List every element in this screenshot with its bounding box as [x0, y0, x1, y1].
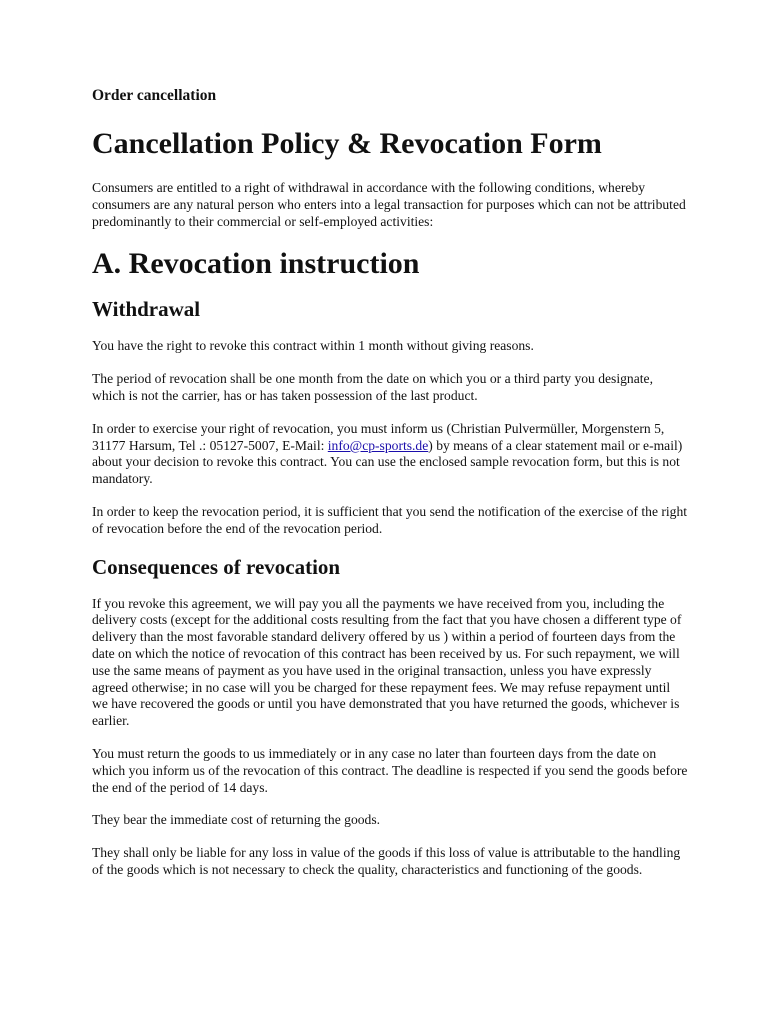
email-link[interactable]: info@cp-sports.de [327, 437, 429, 453]
withdrawal-paragraph-1: You have the right to revoke this contract within 1 month without giving reasons. [92, 338, 534, 354]
consequences-paragraph-2: You must return the goods to us immediately or in any case no later than fourteen days from the date on which you inform us of the revocation of this contract. The deadline is respected if you send the goods before the end of the period of 14 days. [92, 745, 688, 795]
intro-paragraph: Consumers are entitled to a right of withdrawal in accordance with the following conditions, whereby consumers are any natural person who enters into a legal transaction for purposes which can not be attributed predominantly to their commercial or self-employed activities: [92, 180, 686, 229]
consequences-heading: Consequences of revocation [92, 554, 341, 579]
withdrawal-paragraph-4: In order to keep the revocation period, it is sufficient that you send the notification of the exercise of the right of revocation before the end of the revocation period. [92, 503, 688, 536]
withdrawal-paragraph-3-end: ) by means of a clear statement mail or e-mail) about your decision to revoke this contract. You can use the enclosed sample revocation form, but this is not mandatory. [92, 437, 683, 487]
withdrawal-paragraph-3-start: In order to exercise your right of revocation, you must inform us (Christian Pulvermüller, Morgenstern 5, 31177 Harsum, Tel .: 05127-5007, E-Mail: [92, 420, 665, 453]
withdrawal-paragraph-3 [92, 421, 688, 488]
consequences-paragraph-1: If you revoke this agreement, we will pay you all the payments we have received from you, including the delivery costs (except for the additional costs resulting from the fact that you have chosen a different type of delivery than the most favorable standard delivery offered by us ) within a period of fourteen days from the date on which the notice of revocation of this contract has been received by us. For such repayment, we will use the same means of payment as you have used in the original transaction, unless you have expressly agreed otherwise; in no case will you be charged for these repayment fees. We may refuse repayment until we have recovered the goods or until you have demonstrated that you have returned the goods, whichever is earlier. [92, 595, 682, 729]
section-a-heading: A. Revocation instruction [92, 247, 420, 281]
withdrawal-paragraph-2: The period of revocation shall be one month from the date on which you or a third party you designate, which is not the carrier, has or has taken possession of the last product. [92, 371, 653, 403]
document-kicker: Order cancellation [92, 87, 217, 104]
document-page [92, 86, 688, 895]
consequences-paragraph-3: They bear the immediate cost of returning the goods. [92, 812, 381, 828]
document-title: Cancellation Policy & Revocation Form [92, 127, 602, 160]
withdrawal-heading: Withdrawal [92, 297, 201, 322]
consequences-paragraph-4: They shall only be liable for any loss in value of the goods if this loss of value is attributable to the handling of the goods which is not necessary to check the quality, characteristics and functioning of the goods. [92, 845, 681, 877]
